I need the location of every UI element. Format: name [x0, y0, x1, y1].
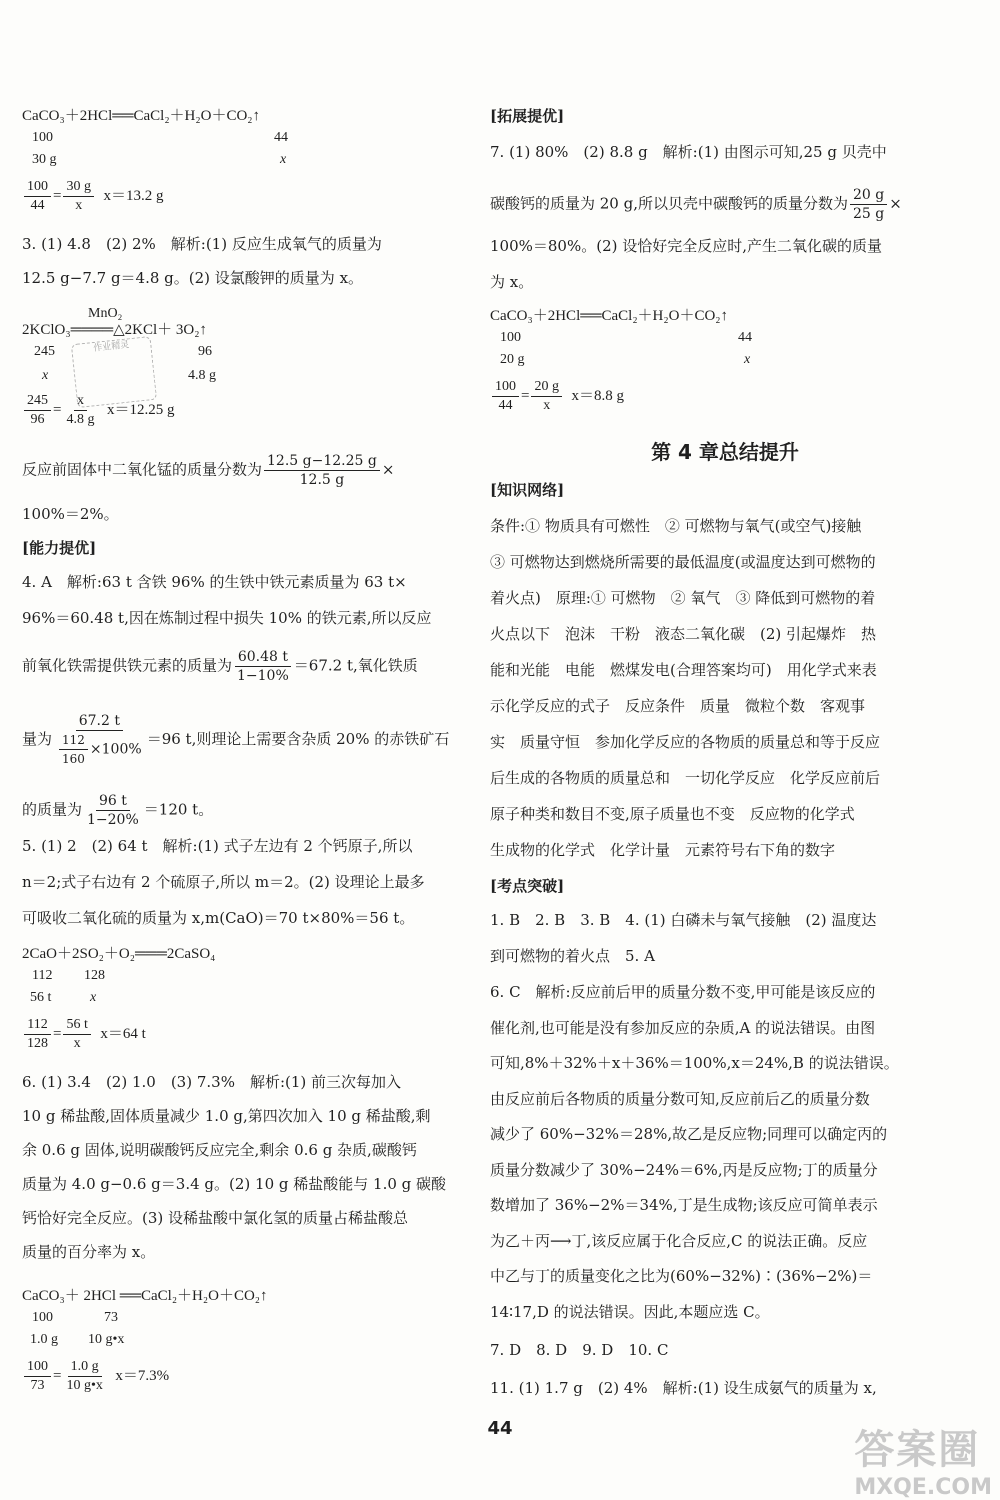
- exam-answers-line-4: 11. (1) 1.7 g (2) 4% 解析:(1) 设生成氨气的质量为 x,: [490, 1379, 877, 1397]
- knowledge-network-line-4: 火点以下 泡沫 干粉 液态二氧化碳 (2) 引起爆炸 热: [490, 625, 877, 643]
- q3-ratio: $\frac{245}{96}$ = $\frac{x}{4.8 g}$ x＝12.25 g: [22, 392, 174, 429]
- q6-analysis-line-8: 为乙＋丙⟶丁,该反应属于化合反应,C 的说法正确。反应: [490, 1231, 868, 1250]
- knowledge-network-line-6: 示化学反应的式子 反应条件 质量 微粒个数 客观事: [490, 697, 866, 715]
- q4-line-3: 前氧化铁需提供铁元素的质量为 $\frac{60.48 t}{1-10\%}$ ＝67.2 t,氧化铁质: [22, 649, 418, 684]
- knowledge-network-line-10: 生成物的化学式 化学计量 元素符号右下角的数字: [490, 841, 836, 859]
- q6-analysis-line-9: 中乙与丁的质量变化之比为(60%−32%)∶(36%−2%)＝: [490, 1267, 873, 1285]
- q6-analysis-line-4: 由反应前后各物质的质量分数可知,反应前后乙的质量分数: [490, 1089, 870, 1108]
- page-number: 44: [487, 1418, 513, 1439]
- q7-line-1: 7. (1) 80% (2) 8.8 g 解析:(1) 由图示可知,25 g 贝壳中: [490, 143, 887, 161]
- q6-line-3: 余 0.6 g 固体,说明碳酸钙反应完全,剩余 0.6 g 杂质,碳酸钙: [22, 1141, 417, 1159]
- q6-line-5: 钙恰好完全反应。(3) 设稀盐酸中氯化氢的质量占稀盐酸总: [22, 1209, 409, 1227]
- q6-line-6: 质量的百分率为 x。: [22, 1243, 156, 1261]
- q6-line-4: 质量为 4.0 g−0.6 g＝3.4 g。(2) 10 g 稀盐酸能与 1.0 g 碳酸: [22, 1175, 447, 1193]
- knowledge-network-line-8: 后生成的各物质的质量总和 一切化学反应 化学反应前后: [490, 769, 881, 787]
- q7-equation: CaCO₃＋2HCl══CaCl₂＋H₂O＋CO₂↑: [490, 308, 729, 324]
- q3-line-1: 3. (1) 4.8 (2) 2% 解析:(1) 反应生成氧气的质量为: [22, 235, 382, 253]
- q7-line-3: 100%＝80%。(2) 设恰好完全反应时,产生二氧化碳的质量: [490, 237, 883, 255]
- q2-ratio: $\frac{100}{44}$ = $\frac{30 g}{x}$ x＝13.2 g: [22, 178, 163, 215]
- q6-line-1: 6. (1) 3.4 (2) 1.0 (3) 7.3% 解析:(1) 前三次每加入: [22, 1073, 402, 1091]
- q3-line-4: 100%＝2%。: [22, 505, 119, 523]
- q6-analysis-line-5: 减少了 60%−32%＝28%,故乙是反应物;同理可以确定丙的: [490, 1125, 888, 1143]
- q7-line-4: 为 x。: [490, 273, 534, 291]
- q6-analysis-line-6: 质量分数减少了 30%−24%＝6%,丙是反应物;丁的质量分: [490, 1160, 878, 1179]
- q4-line-2: 96%＝60.48 t,因在炼制过程中损失 10% 的铁元素,所以反应: [22, 609, 432, 627]
- q3-condition: MnO₂: [88, 306, 123, 321]
- q6-ratio: $\frac{100}{73}$ = $\frac{1.0 g}{10 g•x}$ x＝7.3%: [22, 1358, 169, 1395]
- q5-line-1: 5. (1) 2 (2) 64 t 解析:(1) 式子左边有 2 个钙原子,所以: [22, 837, 413, 855]
- knowledge-network-line-7: 实 质量守恒 参加化学反应的各物质的质量总和等于反应: [490, 733, 881, 751]
- exam-answers-line-2: 到可燃物的着火点 5. A: [490, 947, 655, 965]
- watermark: 答案圈 MXQE.COM: [854, 1427, 992, 1500]
- q5-ratio: $\frac{112}{128}$ = $\frac{56 t}{x}$ x＝64 t: [22, 1016, 146, 1053]
- q4-line-5: 的质量为 $\frac{96 t}{1-20\%}$ ＝120 t。: [22, 793, 214, 828]
- section-exam-points: [考点突破]: [490, 877, 565, 895]
- section-knowledge-network: [知识网络]: [490, 481, 565, 499]
- q3-equation: 2KClO₃════△2KCl＋ 3O₂↑: [22, 322, 207, 338]
- q5-line-2: n＝2;式子右边有 2 个硫原子,所以 m＝2。(2) 设理论上最多: [22, 873, 425, 891]
- section-extension: [拓展提优]: [490, 107, 565, 125]
- q3-line-3: 反应前固体中二氧化锰的质量分数为 $\frac{12.5 g-12.25 g}{12.5 g}$ ×: [22, 453, 395, 488]
- q2-equation: CaCO₃＋2HCl══CaCl₂＋H₂O＋CO₂↑: [22, 108, 261, 124]
- knowledge-network-line-3: 着火点) 原理:① 可燃物 ② 氧气 ③ 降低到可燃物的着: [490, 589, 876, 607]
- q7-ratio: $\frac{100}{44}$ = $\frac{20 g}{x}$ x＝8.8 g: [490, 378, 624, 415]
- q6-line-2: 10 g 稀盐酸,固体质量减少 1.0 g,第四次加入 10 g 稀盐酸,剩: [22, 1107, 431, 1125]
- knowledge-network-line-9: 原子种类和数目不变,原子质量也不变 反应物的化学式: [490, 805, 855, 823]
- q4-line-1: 4. A 解析:63 t 含铁 96% 的生铁中铁元素质量为 63 t×: [22, 573, 407, 591]
- exam-answers-line-3: 7. D 8. D 9. D 10. C: [490, 1341, 669, 1359]
- knowledge-network-line-1: 条件:① 物质具有可燃性 ② 可燃物与氧气(或空气)接触: [490, 517, 862, 535]
- chapter-title: 第 4 章总结提升: [651, 440, 799, 464]
- q6-analysis-line-10: 14∶17,D 的说法错误。因此,本题应选 C。: [490, 1302, 770, 1321]
- q6-analysis-line-3: 可知,8%＋32%＋x＋36%＝100%,x＝24%,B 的说法错误。: [490, 1054, 899, 1072]
- homework-stamp: 作业精灵: [71, 336, 157, 408]
- q7-line-2: 碳酸钙的质量为 20 g,所以贝壳中碳酸钙的质量分数为 $\frac{20 g}{25 g}$ ×: [490, 187, 902, 222]
- q6-analysis-line-1: 6. C 解析:反应前后甲的质量分数不变,甲可能是该反应的: [490, 983, 876, 1001]
- q5-equation: 2CaO＋2SO₂＋O₂═══2CaSO₄: [22, 946, 216, 962]
- q4-line-4: 量为 67.2 t $\frac{112}{160}$ ×100% ＝96 t,则理论上需要含杂质 20% 的赤铁矿石: [22, 713, 450, 766]
- q6-equation: CaCO₃＋ 2HCl ══CaCl₂＋H₂O＋CO₂↑: [22, 1288, 268, 1304]
- right-column: [拓展提优] 7. (1) 80% (2) 8.8 g 解析:(1) 由图示可知,25 g 贝壳中 碳酸钙的质量为 20 g,所以贝壳中碳酸钙的质量分数为 $\frac{20 g}{25 g}$ × 100%＝80%。(2) 设恰好完全反应时,产生二氧化碳的质量 为 x。 CaCO₃＋2HCl══CaCl₂＋H₂O＋CO₂↑ 100 44 20 g x $\frac{100}{44}$ = $\frac{20 g}{x}$ x＝8.8 g 第 4 章总结提升 [知识网络] 条件:① 物质具有可燃性 ② 可燃物与氧气(或空气)接触 ③ 可燃物达到燃烧所需要的最低温度(或温度达到可燃物的 着火点) 原理:① 可燃物 ② 氧气 ③ 降低到可燃物的着 火点以下 泡沫 干粉 液态二氧化碳 (2) 引起爆炸 热 能和光能 电能 燃煤发电(合理答案均可) 用化学式来表 示化学反应的式子 反应条件 质量 微粒个数 客观事 实 质量守恒 参加化学反应的各物质的质量总和等于反应 后生成的各物质的质量总和 一切化学反应 化学反应前后 原子种类和数目不变,原子质量也不变 反应物的化学式 生成物的化学式 化学计量 元素符号右下角的数字 [考点突破] 1. B 2. B 3. B 4. (1) 白磷未与氧气接触 (2) 温度达 到可燃物的着火点 5. A 6. C 解析:反应前后甲的质量分数不变,甲可能是该反应的 催化剂,也可能是没有参加反应的杂质,A 的说法错误。由图 可知,8%＋32%＋x＋36%＝100%,x＝24%,B 的说法错误。 由反应前后各物质的质量分数可知,反应前后乙的质量分数 减少了 60%−32%＝28%,故乙是反应物;同理可以确定丙的 质量分数减少了 30%−24%＝6%,丙是反应物;丁的质量分 数增加了 36%−2%＝34%,丁是生成物;该反应可简单表示 为乙＋丙⟶丁,该反应属于化合反应,C 的说法正确。反应 中乙与丁的质量变化之比为(60%−32%)∶(36%−2%)＝ 14∶17,D 的说法错误。因此,本题应选 C。 7. D 8. D 9. D 10. C 11. (1) 1.7 g (2) 4% 解析:(1) 设生成氨气的质量为 x,: [490, 0, 960, 1420]
- knowledge-network-line-5: 能和光能 电能 燃煤发电(合理答案均可) 用化学式来表: [490, 661, 877, 679]
- exam-answers-line-1: 1. B 2. B 3. B 4. (1) 白磷未与氧气接触 (2) 温度达: [490, 911, 877, 929]
- knowledge-network-line-2: ③ 可燃物达到燃烧所需要的最低温度(或温度达到可燃物的: [490, 553, 876, 571]
- q6-analysis-line-7: 数增加了 36%−2%＝34%,丁是生成物;该反应可简单表示: [490, 1196, 878, 1214]
- section-ability: [能力提优]: [22, 539, 97, 557]
- q3-line-2: 12.5 g−7.7 g＝4.8 g。(2) 设氯酸钾的质量为 x。: [22, 269, 364, 287]
- q5-line-3: 可吸收二氧化硫的质量为 x,m(CaO)＝70 t×80%＝56 t。: [22, 909, 415, 927]
- q6-analysis-line-2: 催化剂,也可能是没有参加反应的杂质,A 的说法错误。由图: [490, 1018, 876, 1037]
- left-column: CaCO₃＋2HCl══CaCl₂＋H₂O＋CO₂↑ 100 44 30 g x $\frac{100}{44}$ = $\frac{30 g}{x}$ x＝13.2 g 3. (1) 4.8 (2) 2% 解析:(1) 反应生成氧气的质量为 12.5 g−7.7 g＝4.8 g。(2) 设氯酸钾的质量为 x。 MnO₂ 2KClO₃════△2KCl＋ 3O₂↑ 245 96 x 4.8 g 作业精灵 $\frac{245}{96}$ = $\frac{x}{4.8 g}$ x＝12.25 g 反应前固体中二氧化锰的质量分数为 $\frac{12.5 g-12.25 g}{12.5 g}$ × 100%＝2%。 [能力提优] 4. A 解析:63 t 含铁 96% 的生铁中铁元素质量为 63 t× 96%＝60.48 t,因在炼制过程中损失 10% 的铁元素,所以反应 前氧化铁需提供铁元素的质量为 $\frac{60.48 t}{1-10\%}$ ＝67.2 t,氧化铁质 量为 67.2 t $\frac{112}{160}$ ×100% ＝96 t,则理论上需要含杂质 20% 的赤铁矿石 的质量为 $\frac{96 t}{1-20\%}$ ＝120 t。 5. (1) 2 (2) 64 t 解析:(1) 式子左边有 2 个钙原子,所以 n＝2;式子右边有 2 个硫原子,所以 m＝2。(2) 设理论上最多 可吸收二氧化硫的质量为 x,m(CaO)＝70 t×80%＝56 t。 2CaO＋2SO₂＋O₂═══2CaSO₄ 112 128 56 t x $\frac{112}{128}$ = $\frac{56 t}{x}$ x＝64 t 6. (1) 3.4 (2) 1.0 (3) 7.3% 解析:(1) 前三次每加入 10 g 稀盐酸,固体质量减少 1.0 g,第四次加入 10 g 稀盐酸,剩 余 0.6 g 固体,说明碳酸钙反应完全,剩余 0.6 g 杂质,碳酸钙 质量为 4.0 g−0.6 g＝3.4 g。(2) 10 g 稀盐酸能与 1.0 g 碳酸 钙恰好完全反应。(3) 设稀盐酸中氯化氢的质量占稀盐酸总 质量的百分率为 x。 CaCO₃＋ 2HCl ══CaCl₂＋H₂O＋CO₂↑ 100 73 1.0 g 10 g•x $\frac{100}{73}$ = $\frac{1.0 g}{10 g•x}$ x＝7.3%: [22, 108, 450, 1393]
